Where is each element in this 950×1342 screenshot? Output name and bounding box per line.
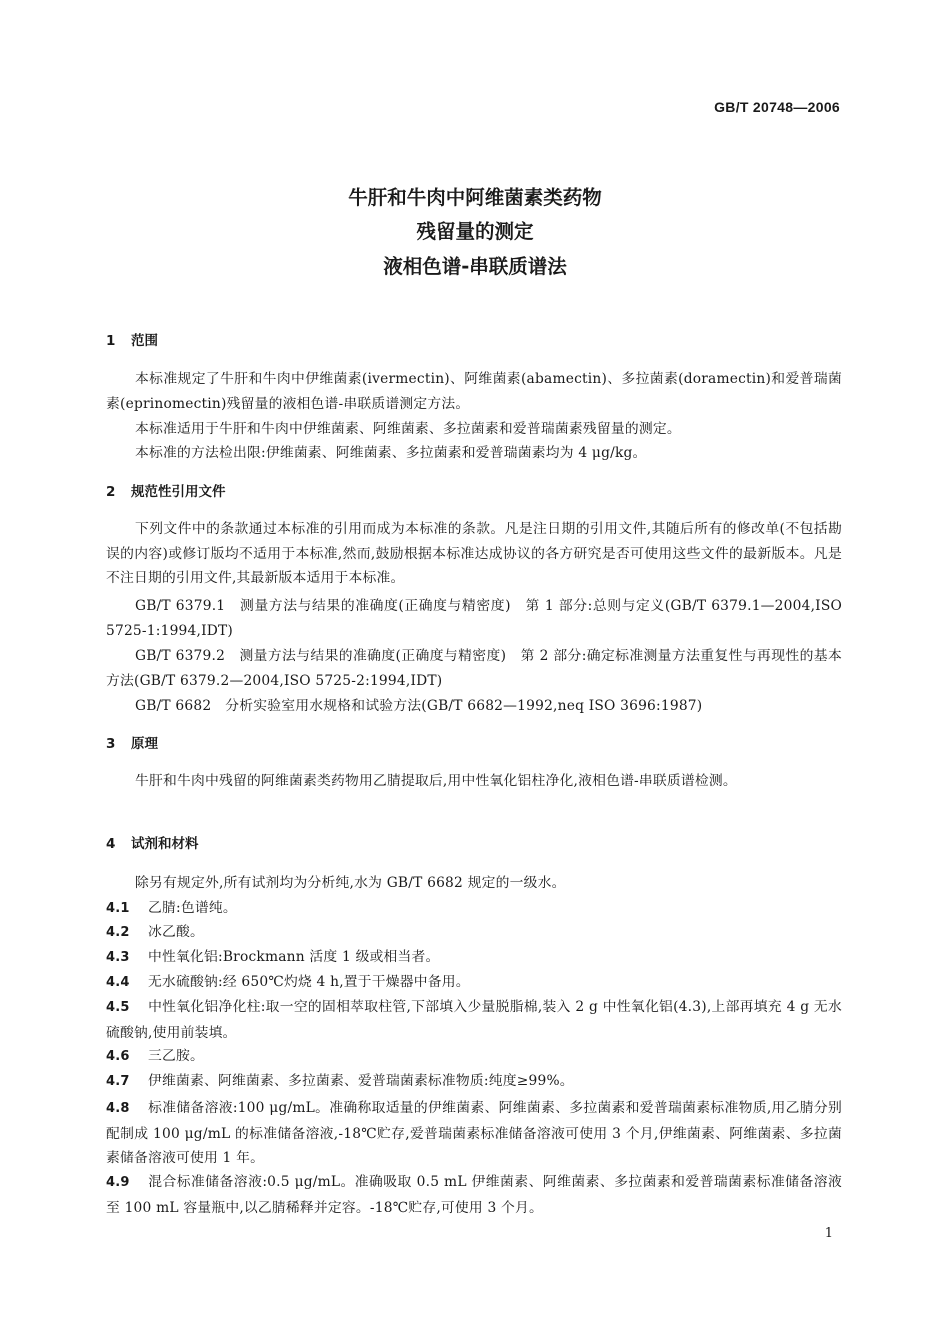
section-heading-principle [106,734,158,754]
paragraph: 本标准规定了牛肝和牛肉中伊维菌素(ivermectin)、阿维菌素(abamectin)、多拉菌素(doramectin)和爱普瑞菌素(eprinomectin)残留量的液相色谱-串联质谱测定方法。 [106,371,842,412]
item-text: 中性氧化铝净化柱:取一空的固相萃取柱管,下部填入少量脱脂棉,装入 2 g 中性氧化铝(4.3),上部再填充 4 g 无水硫酸钠,使用前装填。 [106,999,842,1041]
list-item [106,1044,842,1070]
list-item [106,1170,842,1220]
list-item [106,945,842,971]
paragraph: 牛肝和牛肉中残留的阿维菌素类药物用乙腈提取后,用中性氧化铝柱净化,液相色谱-串联质谱检测。 [135,773,737,789]
item-number: 4.6 [106,1049,130,1064]
paragraph: 本标准适用于牛肝和牛肉中伊维菌素、阿维菌素、多拉菌素和爱普瑞菌素残留量的测定。 [135,421,681,437]
title-line-1: 牛肝和牛肉中阿维菌素类药物 [348,186,602,209]
item-number: 4.7 [106,1074,130,1089]
paragraph: 除另有规定外,所有试剂均为分析纯,水为 GB/T 6682 规定的一级水。 [135,875,566,891]
section-title: 试剂和材料 [131,836,199,852]
item-number: 4.3 [106,950,130,965]
item-text: 伊维菌素、阿维菌素、多拉菌素、爱普瑞菌素标准物质:纯度≥99%。 [148,1073,574,1089]
section-number: 4 [106,836,116,852]
list-item [106,970,842,996]
list-item [106,1069,842,1095]
item-text: 混合标准储备溶液:0.5 μg/mL。准确吸取 0.5 mL 伊维菌素、阿维菌素、多拉菌素和爱普瑞菌素标准储备溶液至 100 mL 容量瓶中,以乙腈稀释并定容。-18℃贮存,可使用 3 个月。 [106,1174,842,1216]
section-number: 2 [106,484,116,500]
list-item [106,896,842,922]
list-item [106,1096,842,1171]
list-item [106,995,842,1045]
title-line-3: 液相色谱-串联质谱法 [383,255,567,278]
section-title: 范围 [131,333,158,349]
item-text: 乙腈:色谱纯。 [148,900,237,916]
section-heading-scope [106,331,158,351]
reference-item: GB/T 6379.2 测量方法与结果的准确度(正确度与精密度) 第 2 部分:确定标准测量方法重复性与再现性的基本方法(GB/T 6379.2—2004,ISO 5725-2:1994,IDT) [106,648,842,689]
section-heading-normative-references [106,482,226,502]
standard-number: GB/T 20748—2006 [714,99,840,115]
section-heading-reagents [106,834,199,854]
title-line-2: 残留量的测定 [416,220,534,243]
item-number: 4.8 [106,1101,130,1116]
item-text: 三乙胺。 [148,1048,204,1064]
item-text: 冰乙酸。 [148,924,204,940]
item-number: 4.5 [106,1000,130,1015]
paragraph: 下列文件中的条款通过本标准的引用而成为本标准的条款。凡是注日期的引用文件,其随后所有的修改单(不包括勘误的内容)或修订版均不适用于本标准,然而,鼓励根据本标准达成协议的各方研究是否可使用这些文件的最新版本。凡是不注日期的引用文件,其最新版本适用于本标准。 [106,521,842,586]
section-number: 1 [106,333,116,349]
item-text: 中性氧化铝:Brockmann 活度 1 级或相当者。 [148,949,440,965]
paragraph: 本标准的方法检出限:伊维菌素、阿维菌素、多拉菌素和爱普瑞菌素均为 4 μg/kg。 [135,445,647,461]
item-number: 4.1 [106,901,130,916]
list-item [106,920,842,946]
item-number: 4.2 [106,925,130,940]
section-title: 规范性引用文件 [131,484,226,500]
item-number: 4.4 [106,975,130,990]
item-text: 标准储备溶液:100 μg/mL。准确称取适量的伊维菌素、阿维菌素、多拉菌素和爱普瑞菌素标准物质,用乙腈分别配制成 100 μg/mL 的标准储备溶液,-18℃贮存,爱普瑞菌素标准储备溶液可使用 3 个月,伊维菌素、阿维菌素、多拉菌素储备溶液可使用 1 年。 [106,1100,842,1166]
item-number: 4.9 [106,1175,130,1190]
reference-item: GB/T 6379.1 测量方法与结果的准确度(正确度与精密度) 第 1 部分:总则与定义(GB/T 6379.1—2004,ISO 5725-1:1994,IDT) [106,598,842,639]
page-number: 1 [824,1226,833,1241]
section-title: 原理 [131,736,158,752]
section-number: 3 [106,736,116,752]
reference-item: GB/T 6682 分析实验室用水规格和试验方法(GB/T 6682—1992,neq ISO 3696:1987) [135,698,703,714]
item-text: 无水硫酸钠:经 650℃灼烧 4 h,置于干燥器中备用。 [148,974,470,990]
